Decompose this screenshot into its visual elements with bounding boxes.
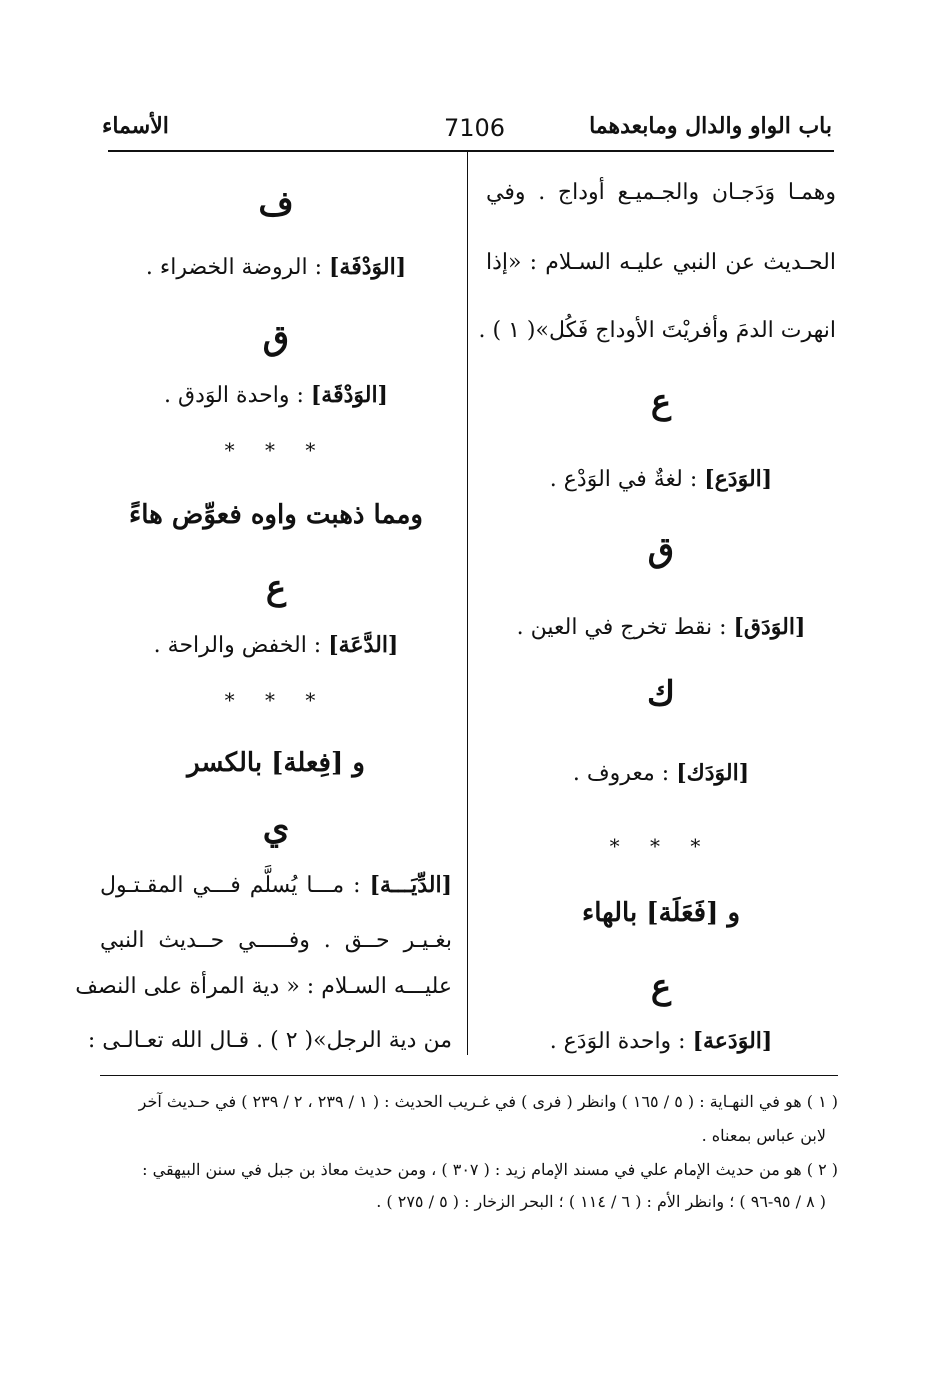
text-line: وهمـا وَدَجـان والجـميـع أوداج . وفي	[486, 180, 836, 205]
entry-definition: : الروضة الخضراء .	[145, 255, 323, 280]
entry-definition: : الخفض والراحة .	[153, 633, 322, 658]
footnote-2-line-2: ( ٨ / ٩٥-٩٦ ) ؛ وانظر الأم : ( ٦ / ١١٤ ) ؛ البحر الزخار : ( ٥ / ٢٧٥ ) .	[376, 1192, 826, 1211]
entry-term: [الوَدَك]	[676, 760, 750, 786]
section-heading: و [فِعلة] بالكسر	[187, 748, 365, 778]
entry-term: [الوَدْقَة]	[310, 382, 388, 408]
letter-heading: ك	[646, 674, 676, 714]
dictionary-entry	[486, 1028, 836, 1054]
entry-definition: : معروف .	[572, 761, 670, 786]
letter-heading: ق	[262, 318, 290, 358]
letter-heading: ع	[650, 967, 672, 1007]
dictionary-entry	[100, 254, 452, 280]
text-line: عليـــه السـلام : « دية المرأة على النصف	[75, 974, 452, 999]
dictionary-entry	[100, 632, 452, 658]
right-column	[478, 152, 836, 1054]
entry-term: [الدِّيَـــة]	[369, 872, 452, 898]
column-divider	[467, 152, 468, 1055]
section-heading: و [فَعَلَة] بالهاء	[582, 898, 740, 928]
left-column	[75, 152, 452, 1053]
footnote-2-line-1: ( ٢ ) هو من حديث الإمام علي في مسند الإمام زيد : ( ٣٠٧ ) ، ومن حديث معاذ بن جبل في سنن البيهقي :	[142, 1160, 838, 1179]
entry-term: [الوَدَق]	[733, 614, 806, 640]
letter-heading: ع	[650, 382, 672, 422]
section-separator-stars: * * *	[609, 834, 713, 858]
entry-term: [الوَدْفَة]	[329, 254, 407, 280]
entry-definition: : نقط تخرج في العين .	[516, 615, 727, 640]
entry-definition: : مـــا يُسلَّم فـــي المقـتـول	[100, 873, 361, 898]
text-line: من دية الرجل»( ٢ ) . قـال الله تعـالـى :	[87, 1028, 452, 1053]
dictionary-entry	[486, 614, 836, 640]
text-line: الحـديث عن النبي عليـه السـلام : «إذا	[486, 250, 836, 275]
section-separator-stars: * * *	[224, 438, 328, 462]
section-heading: ومما ذهبت واوه فعوِّض هاءً	[129, 500, 423, 530]
footnote-rule	[100, 1075, 838, 1076]
entry-definition: : واحدة الوَدَع .	[549, 1029, 686, 1054]
letter-heading: ي	[262, 808, 290, 848]
text-line: انهرت الدمَ وأفريْتَ الأوداج فَكُل»( ١ ) .	[478, 318, 836, 343]
dictionary-entry	[486, 466, 836, 492]
entry-term: [الوَدَع]	[704, 466, 773, 492]
section-separator-stars: * * *	[224, 688, 328, 712]
footnote-1-line-1: ( ١ ) هو في النهـاية : ( ٥ / ١٦٥ ) وانظر ( فرى ) في غـريب الحديث : ( ١ / ٢٣٩ ، ٢ / ٢٣٩ ) في حـديث آخر	[138, 1092, 838, 1111]
entry-term: [الدَّعَة]	[328, 632, 399, 658]
letter-heading: ف	[258, 184, 294, 224]
entry-definition: : لغةٌ في الوَدْع .	[549, 467, 698, 492]
dictionary-entry	[486, 760, 836, 786]
dictionary-entry	[100, 872, 452, 898]
entry-definition: : واحدة الوَدق .	[164, 383, 304, 408]
dictionary-entry	[100, 382, 452, 408]
text-line: بغـيـر حــق . وفـــــي حــديث النبي	[100, 928, 452, 953]
letter-heading: ع	[265, 568, 287, 608]
footnote-1-line-2: لابن عباس بمعناه .	[701, 1126, 826, 1145]
entry-term: [الوَدَعة]	[692, 1028, 773, 1054]
running-header-category: الأسماء	[102, 113, 169, 139]
running-header-section: باب الواو والدال ومابعدهما	[589, 113, 832, 139]
letter-heading: ق	[647, 530, 675, 570]
page-number: 7106	[444, 114, 506, 142]
